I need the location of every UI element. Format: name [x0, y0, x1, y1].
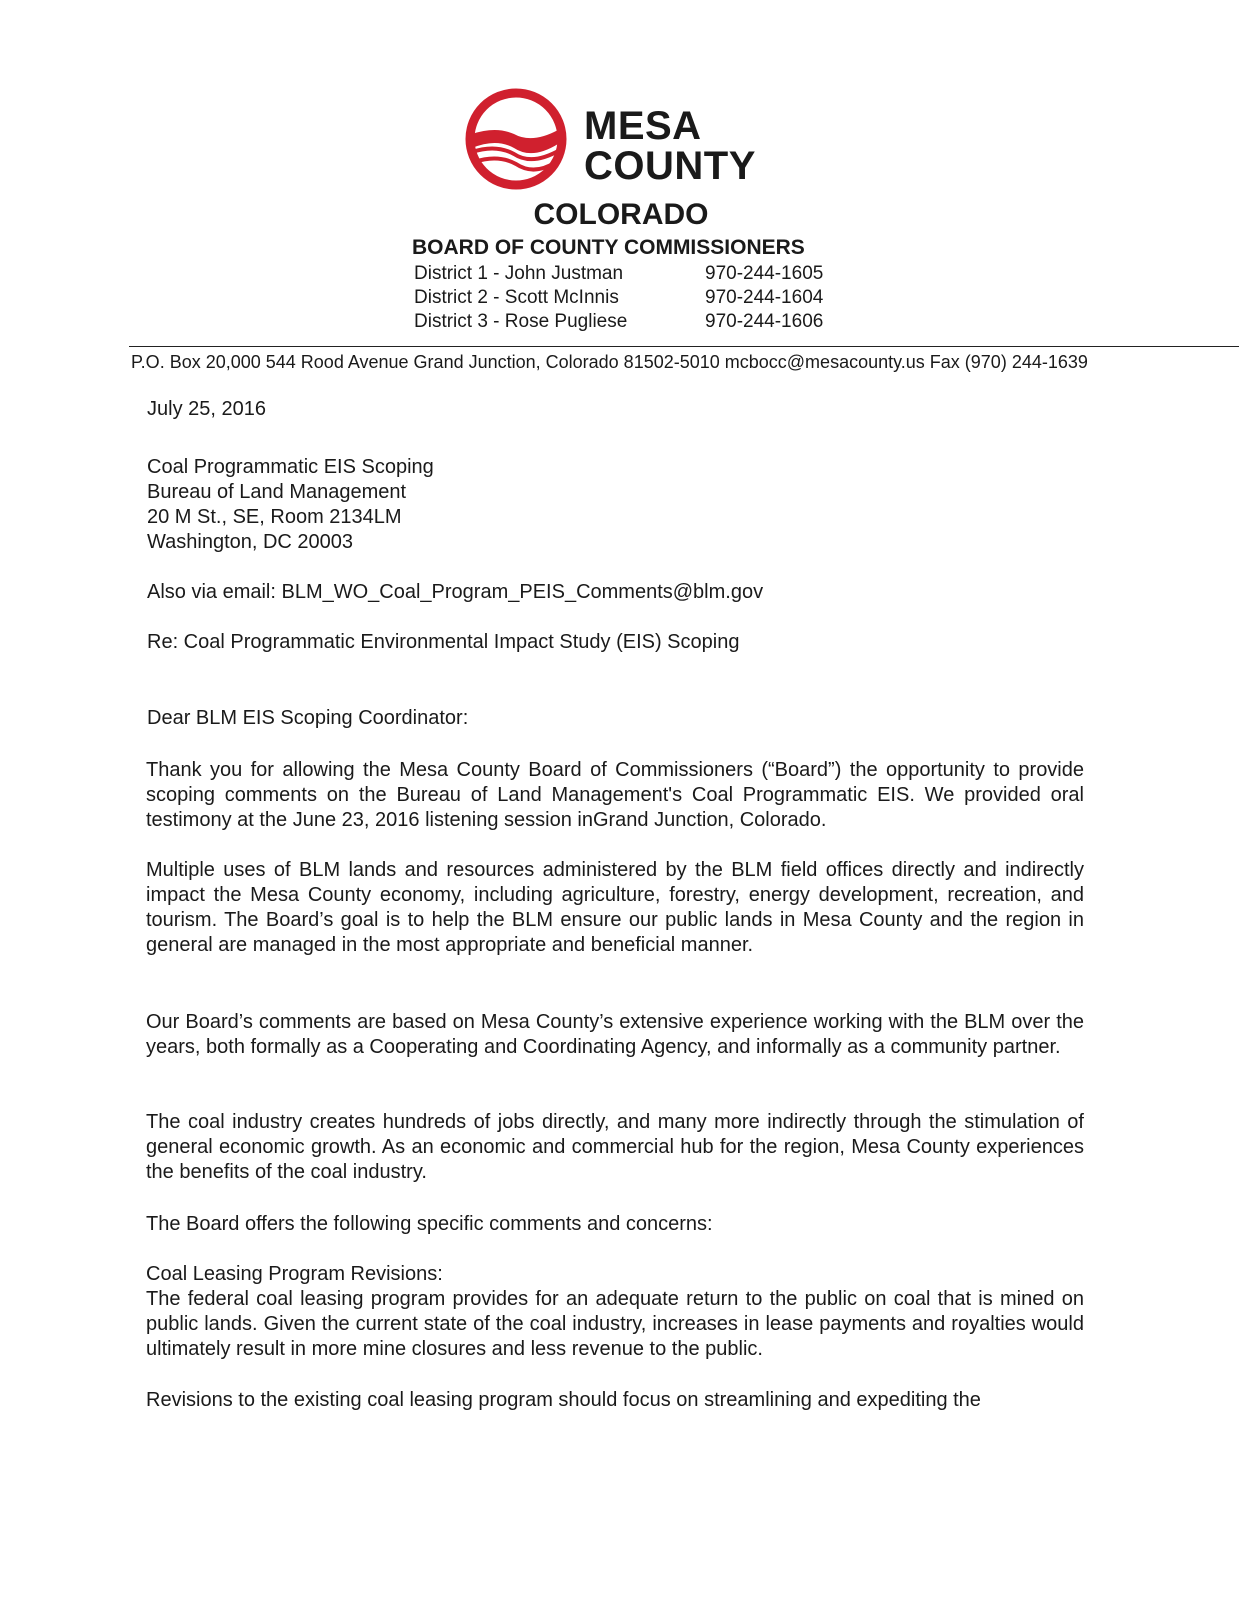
district-phone: 970-244-1606	[705, 311, 824, 332]
recipient-line: Bureau of Land Management	[147, 481, 407, 503]
recipient-line: 20 M St., SE, Room 2134LM	[147, 506, 402, 528]
recipient-line: Coal Programmatic EIS Scoping	[147, 456, 434, 478]
subject-line: Re: Coal Programmatic Environmental Impact Study (EIS) Scoping	[147, 631, 740, 653]
header-divider	[129, 346, 1239, 347]
email-line: Also via email: BLM_WO_Coal_Program_PEIS_Comments@blm.gov	[147, 581, 764, 603]
district-row	[414, 286, 823, 310]
section-heading: Coal Leasing Program Revisions:	[146, 1263, 443, 1285]
body-paragraph: Our Board’s comments are based on Mesa County’s extensive experience working with the BLM over the years, both formally as a Cooperating and Coordinating Agency, and informally as a community partner.	[146, 1011, 1084, 1058]
district-row	[414, 262, 823, 286]
district-row	[414, 310, 823, 334]
wordmark-line2: COUNTY	[584, 144, 756, 188]
district-name: District 2 - Scott McInnis	[414, 287, 619, 308]
district-phone: 970-244-1604	[705, 287, 824, 308]
body-paragraph: The Board offers the following specific comments and concerns:	[146, 1213, 713, 1235]
body-paragraph: The coal industry creates hundreds of jobs directly, and many more indirectly through the stimulation of general economic growth. As an economic and commercial hub for the region, Mesa County experiences the benefits of the coal industry.	[146, 1111, 1084, 1183]
body-paragraph: Multiple uses of BLM lands and resources administered by the BLM field offices directly and indirectly impact the Mesa County economy, including agriculture, forestry, energy development, recreation, and tourism. The Board’s goal is to help the BLM ensure our public lands in Mesa County and the region in general are managed in the most appropriate and beneficial manner.	[146, 859, 1084, 956]
wordmark-line1: MESA	[584, 104, 702, 148]
district-name: District 1 - John Justman	[414, 263, 624, 284]
state-name: COLORADO	[533, 198, 709, 231]
recipient-line: Washington, DC 20003	[147, 531, 354, 553]
body-paragraph: Revisions to the existing coal leasing program should focus on streamlining and expediting the	[146, 1389, 981, 1411]
salutation: Dear BLM EIS Scoping Coordinator:	[147, 707, 469, 729]
county-wordmark	[584, 106, 756, 186]
body-paragraph: The federal coal leasing program provides for an adequate return to the public on coal that is mined on public lands. Given the current state of the coal industry, increases in lease payments and royalties would ultimately result in more mine closures and less revenue to the public.	[146, 1288, 1084, 1360]
board-title: BOARD OF COUNTY COMMISSIONERS	[412, 236, 805, 259]
district-phone: 970-244-1605	[705, 263, 824, 284]
address-line: P.O. Box 20,000 544 Rood Avenue Grand Junction, Colorado 81502-5010 mcbocc@mesacounty.us Fax (970) 244-1639	[131, 352, 1088, 372]
district-name: District 3 - Rose Pugliese	[414, 311, 628, 332]
body-paragraph: Thank you for allowing the Mesa County Board of Commissioners (“Board”) the opportunity to provide scoping comments on the Bureau of Land Management's Coal Programmatic EIS. We provided oral testimony at the June 23, 2016 listening session inGrand Junction, Colorado.	[146, 759, 1084, 831]
mesa-county-logo-icon	[452, 86, 580, 192]
recipient-address	[147, 455, 1084, 555]
letter-date: July 25, 2016	[147, 398, 266, 420]
district-list	[414, 262, 823, 334]
